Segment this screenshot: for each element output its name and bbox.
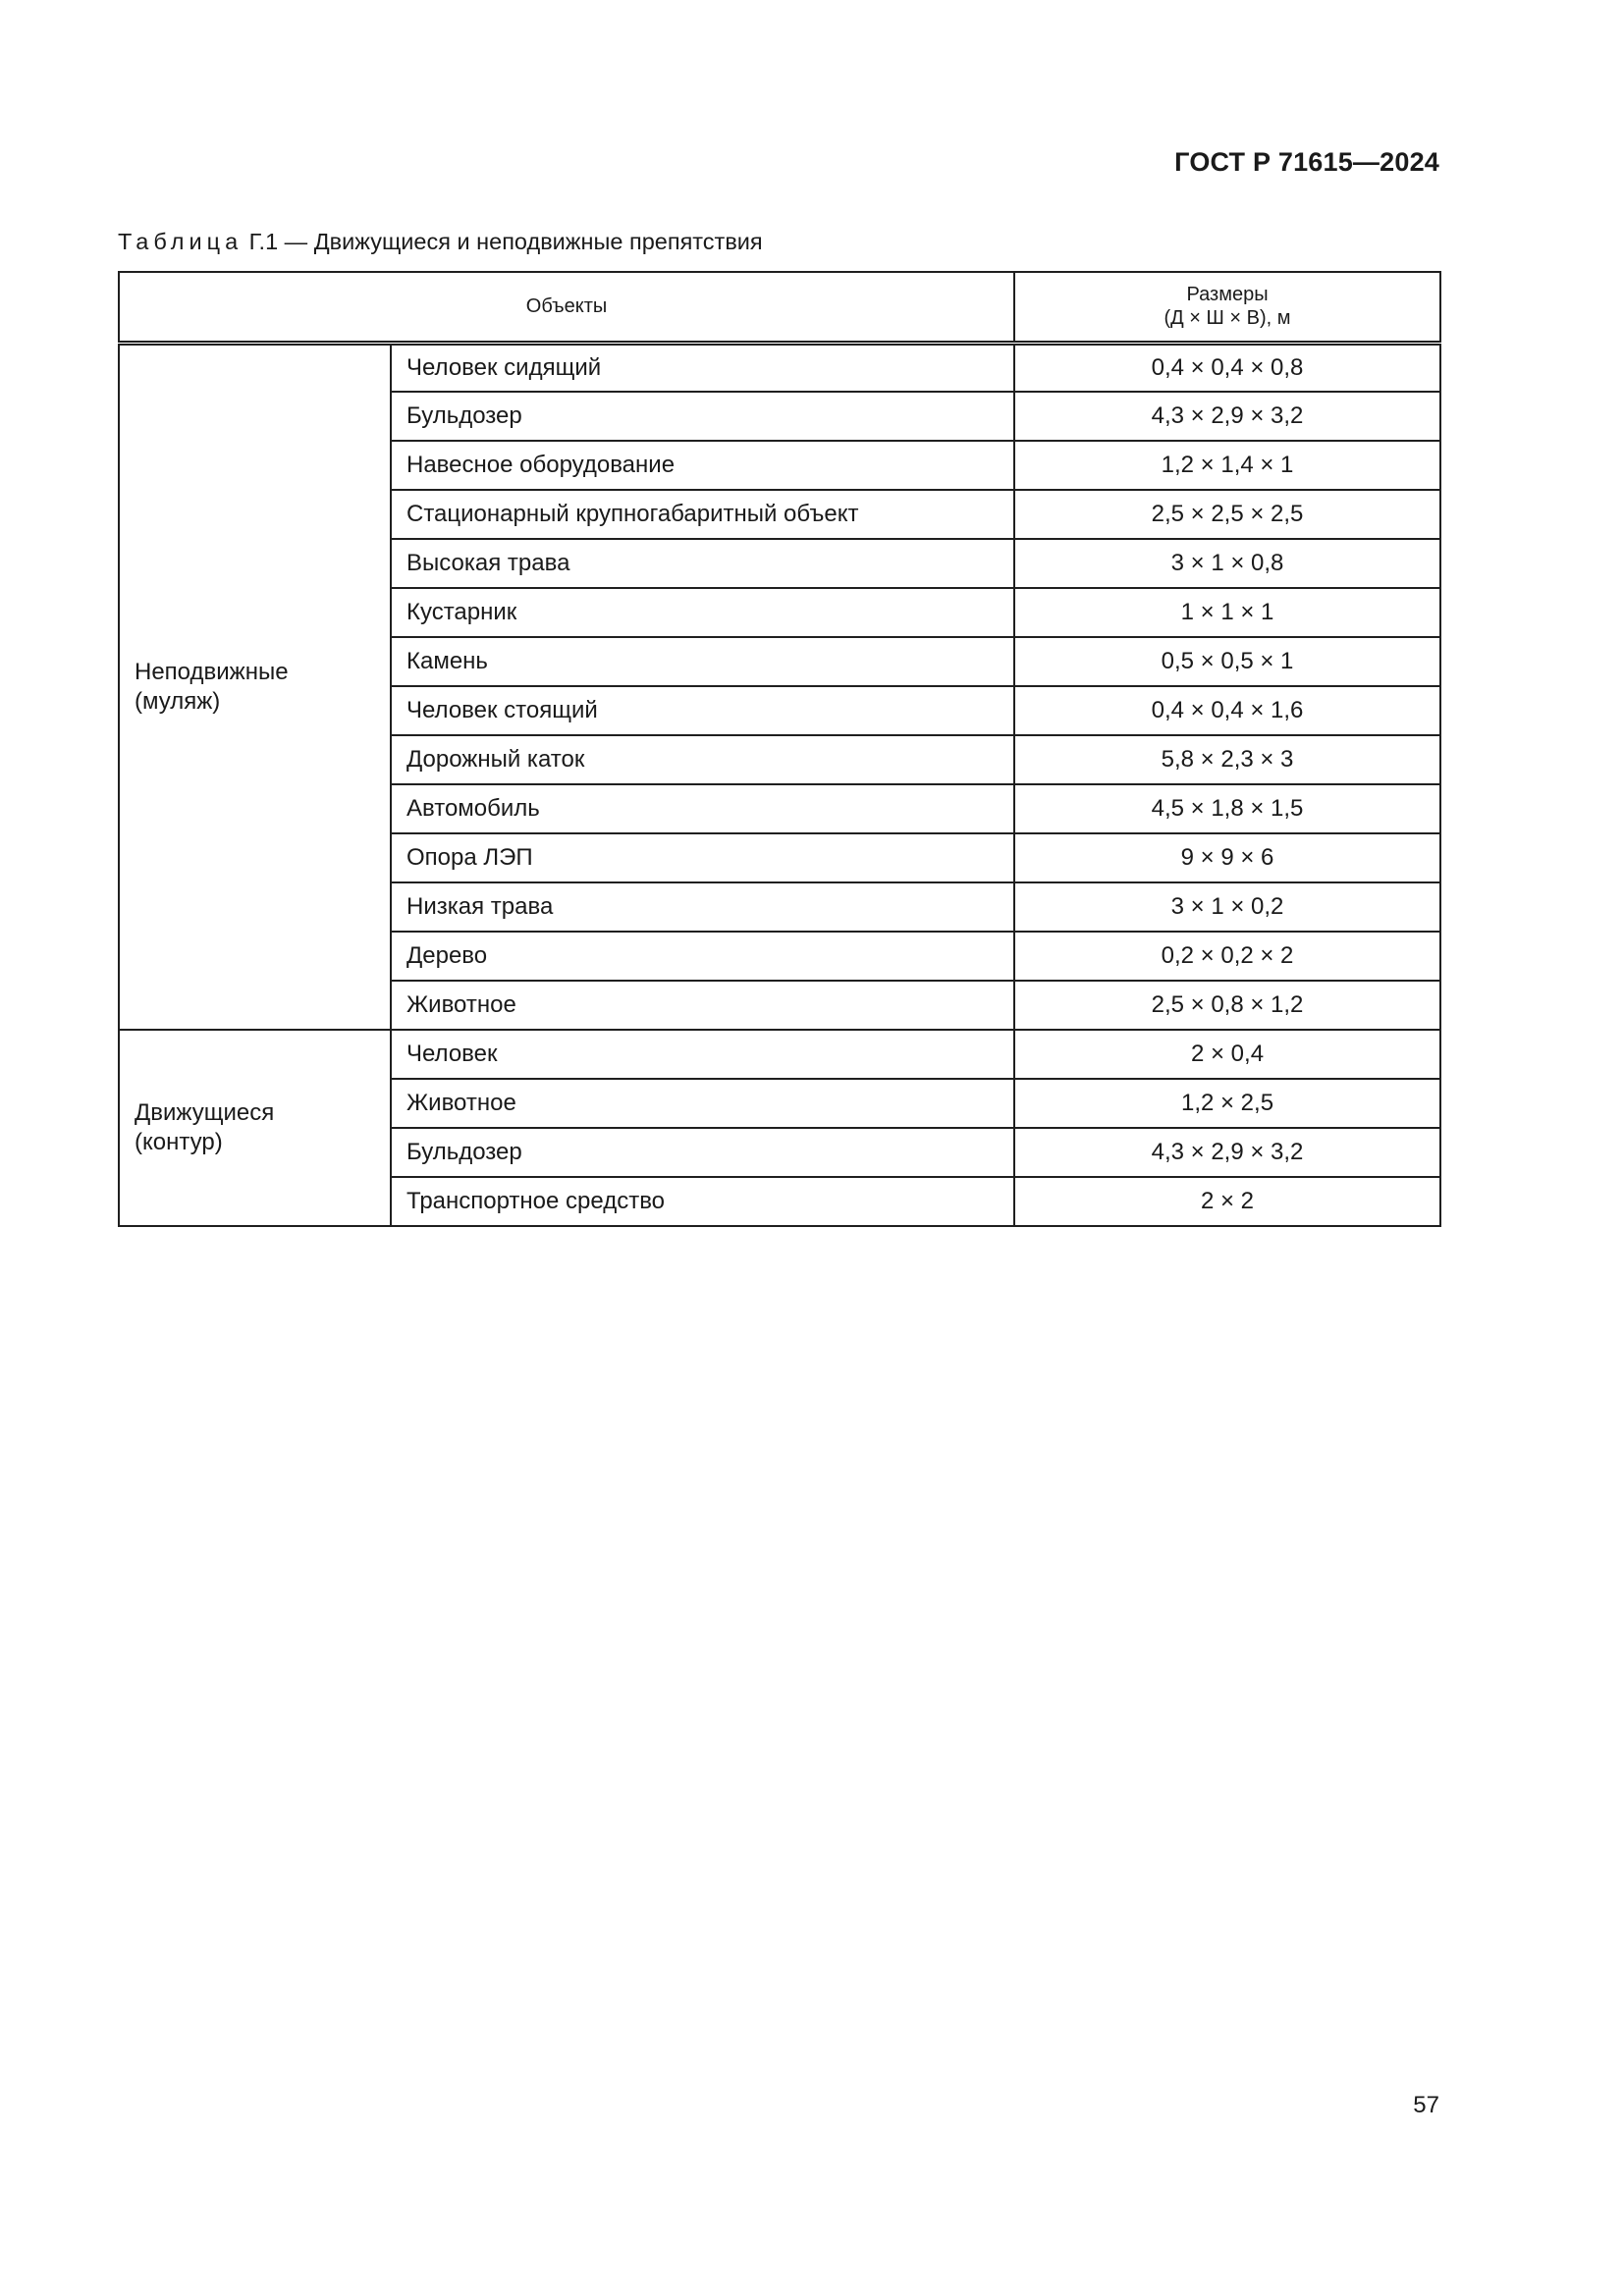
object-name-cell: Высокая трава	[391, 539, 1014, 588]
object-size-cell: 3 × 1 × 0,2	[1014, 882, 1440, 932]
header-sizes-line1: Размеры	[1186, 284, 1269, 306]
header-objects: Объекты	[119, 272, 1014, 343]
header-sizes-line2: (Д × Ш × В), м	[1164, 307, 1291, 330]
object-size-cell: 0,4 × 0,4 × 1,6	[1014, 686, 1440, 735]
object-name-cell: Стационарный крупногабаритный объект	[391, 490, 1014, 539]
object-size-cell: 2 × 0,4	[1014, 1030, 1440, 1079]
object-name-cell: Транспортное средство	[391, 1177, 1014, 1226]
object-size-cell: 3 × 1 × 0,8	[1014, 539, 1440, 588]
object-name-cell: Камень	[391, 637, 1014, 686]
object-name-cell: Человек сидящий	[391, 343, 1014, 392]
standard-code: ГОСТ Р 71615—2024	[1174, 147, 1439, 177]
object-name-cell: Опора ЛЭП	[391, 833, 1014, 882]
object-name-cell: Животное	[391, 981, 1014, 1030]
object-size-cell: 0,4 × 0,4 × 0,8	[1014, 343, 1440, 392]
group-label-cell	[119, 1030, 391, 1226]
object-name-cell: Навесное оборудование	[391, 441, 1014, 490]
object-size-cell: 2,5 × 0,8 × 1,2	[1014, 981, 1440, 1030]
object-size-cell: 2 × 2	[1014, 1177, 1440, 1226]
object-size-cell: 4,5 × 1,8 × 1,5	[1014, 784, 1440, 833]
object-name-cell: Бульдозер	[391, 392, 1014, 441]
object-size-cell: 2,5 × 2,5 × 2,5	[1014, 490, 1440, 539]
object-size-cell: 4,3 × 2,9 × 3,2	[1014, 1128, 1440, 1177]
table-caption	[118, 229, 763, 255]
object-size-cell: 1 × 1 × 1	[1014, 588, 1440, 637]
object-name-cell: Человек стоящий	[391, 686, 1014, 735]
group-label-line1: Движущиеся	[135, 1099, 275, 1126]
object-name-cell: Человек	[391, 1030, 1014, 1079]
object-size-cell: 4,3 × 2,9 × 3,2	[1014, 392, 1440, 441]
table-body	[119, 343, 1440, 1226]
table-caption-title: Г.1 — Движущиеся и неподвижные препятствия	[243, 229, 763, 254]
obstacles-table	[118, 271, 1441, 1227]
object-size-cell: 1,2 × 2,5	[1014, 1079, 1440, 1128]
group-label-cell	[119, 343, 391, 1030]
object-size-cell: 1,2 × 1,4 × 1	[1014, 441, 1440, 490]
object-size-cell: 5,8 × 2,3 × 3	[1014, 735, 1440, 784]
object-size-cell: 9 × 9 × 6	[1014, 833, 1440, 882]
header-sizes	[1014, 272, 1440, 343]
object-name-cell: Бульдозер	[391, 1128, 1014, 1177]
table-caption-label: Таблица	[118, 229, 244, 254]
object-name-cell: Животное	[391, 1079, 1014, 1128]
object-name-cell: Автомобиль	[391, 784, 1014, 833]
page-number: 57	[1413, 2092, 1439, 2118]
object-name-cell: Дерево	[391, 932, 1014, 981]
group-label-line2: (контур)	[135, 1129, 223, 1155]
table-row	[119, 1030, 1440, 1079]
group-label-line1: Неподвижные	[135, 658, 289, 685]
table-header-row	[119, 272, 1440, 343]
group-label-line2: (муляж)	[135, 687, 221, 715]
object-size-cell: 0,2 × 0,2 × 2	[1014, 932, 1440, 981]
object-name-cell: Низкая трава	[391, 882, 1014, 932]
table-row	[119, 343, 1440, 392]
object-name-cell: Кустарник	[391, 588, 1014, 637]
object-name-cell: Дорожный каток	[391, 735, 1014, 784]
object-size-cell: 0,5 × 0,5 × 1	[1014, 637, 1440, 686]
